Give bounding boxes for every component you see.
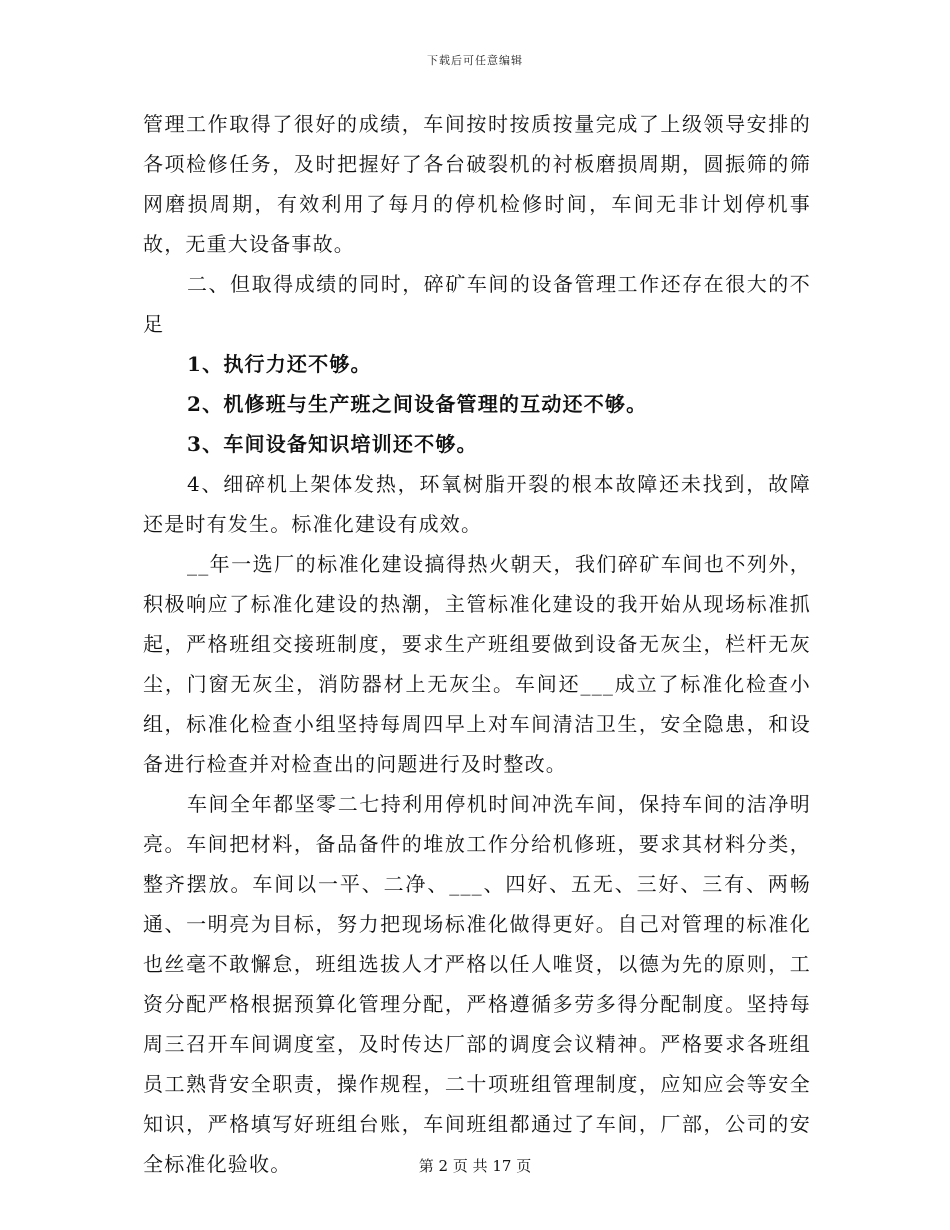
list-item-interaction: 2、机修班与生产班之间设备管理的互动还不够。 [187,392,648,416]
document-body [143,104,811,1184]
paragraph-workshop: 车间全年都坚零二七持利用停机时间冲洗车间，保持车间的洁净明亮。车间把材料，备品备件的堆放工作分给机修班，要求其材料分类，整齐摆放。车间以一平、二净、___、四好、五无、三好、三有、两畅通、一明亮为目标，努力把现场标准化做得更好。自己对管理的标准化也丝毫不敢懈怠，班组选拔人才严格以任人唯贤，以德为先的原则，工资分配严格根据预算化管理分配，严格遵循多劳多得分配制度。坚持每周三召开车间调度室，及时传达厂部的调度会议精神。严格要求各班组员工熟背安全职责，操作规程，二十项班组管理制度，应知应会等安全知识，严格填写好班组台账，车间班组都通过了车间，厂部，公司的安全标准化验收。 [143,792,811,1176]
paragraph-standardization: __年一选厂的标准化建设搞得热火朝天，我们碎矿车间也不列外，积极响应了标准化建设的热潮，主管标准化建设的我开始从现场标准抓起，严格班组交接班制度，要求生产班组要做到设备无灰尘，栏杆无灰尘，门窗无灰尘，消防器材上无灰尘。车间还___成立了标准化检查小组，标准化检查小组坚持每周四早上对车间清洁卫生，安全隐患，和设备进行检查并对检查出的问题进行及时整改。 [143,552,811,776]
list-item-execution: 1、执行力还不够。 [187,352,372,376]
page-header: 下载后可任意编辑 [427,54,523,67]
page-number: 第 2 页 共 17 页 [418,1157,532,1175]
paragraph-fault: 4、细碎机上架体发热，环氧树脂开裂的根本故障还未找到，故障还是时有发生。标准化建设有成效。 [143,472,811,536]
list-item-training: 3、车间设备知识培训还不够。 [187,432,478,456]
paragraph-section-two: 二、但取得成绩的同时，碎矿车间的设备管理工作还存在很大的不足 [143,272,811,336]
paragraph-continuation: 管理工作取得了很好的成绩，车间按时按质按量完成了上级领导安排的各项检修任务，及时把握好了各台破裂机的衬板磨损周期，圆振筛的筛网磨损周期，有效利用了每月的停机检修时间，车间无非计划停机事故，无重大设备事故。 [143,112,811,256]
